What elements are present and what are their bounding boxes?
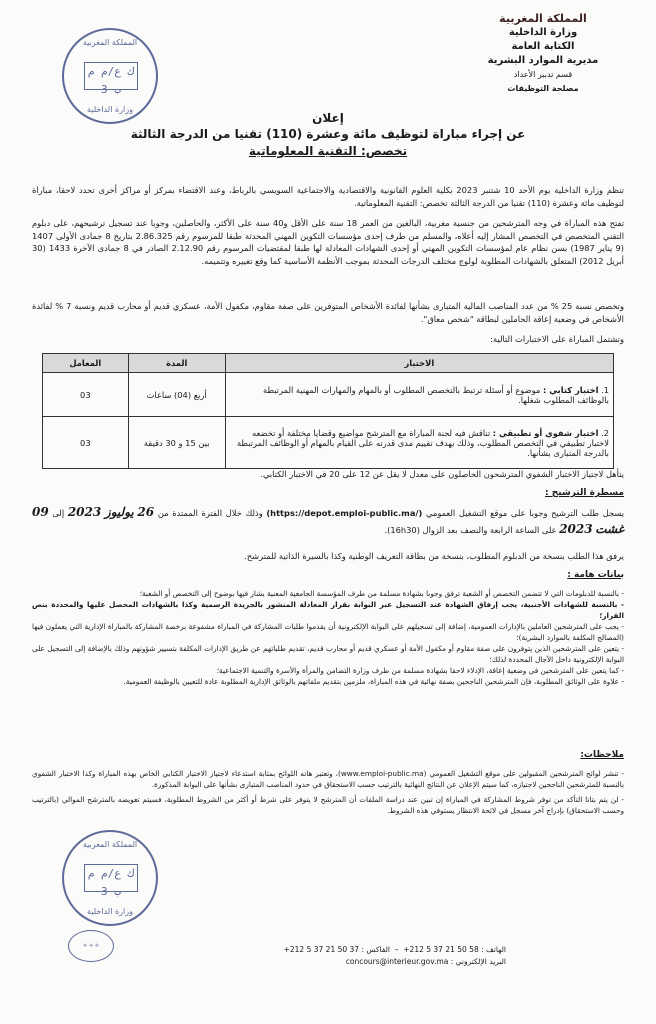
- procedure-heading: مسطرة الترشيح :: [544, 488, 624, 498]
- list-item: - لن يتم بتاتا التأكد من توفر شروط المشاركة في المباراة إن تبين عند دراسة الملفات أن المترشح لا يتوفر على شرط أو أكثر من الشروط المطلوبة، فسيتم تعويضه بالمترشح الموالي (بالترتيب وحسب الاستحقاق) بإدراج آخر مسجل في لائحة الانتظار يستوفي هذه الشروط.: [32, 794, 624, 816]
- directorate-name: مديرية الموارد البشرية: [487, 55, 599, 66]
- list-item: - كما يتعين على المترشحين في وضعية إعاقة، الإدلاء لاحقا بشهادة مسلمة من طرف وزارة التضامن والمرأة والأسرة والتنمية الاجتماعية؛: [32, 665, 624, 676]
- date-from-year: 2023: [67, 505, 102, 519]
- email-label: البريد الإلكتروني :: [450, 957, 506, 966]
- footer-phone-fax: الهاتف : +212 5 37 21 50 58 – الفاكس : +212 5 37 21 50 37: [283, 945, 506, 954]
- procedure-text-3: على الساعة الرابعة والنصف بعد الزوال (16h30).: [384, 525, 557, 535]
- oral-note: يتأهل لاجتياز الاختبار الشفوي المترشحون الحاصلون على معدل لا يقل عن 12 على 20 في الاختبار الكتابي.: [260, 469, 624, 479]
- test-duration: أربع (04) ساعات: [128, 373, 225, 417]
- announcement-title: عن إجراء مباراة لتوظيف مائة وعشرة (110) تقنيا من الدرجة الثالثة: [130, 127, 526, 141]
- test-number: 2.: [601, 427, 609, 438]
- eligibility-paragraph: تفتح هذه المباراة في وجه المترشحين من جنسية مغربية، البالغين من العمر 18 سنة على الأقل و40 سنة على الأكثر، والحاصلين، وجوبا عند تسجيل ترشيحهم، على دبلوم التقني المتخصص في التخصص المشار إليه أعلاه، والمسلم من طرف إحدى مؤسسات التكوين المهني المحدثة طبقا للمرسوم رقم 2.86.325 بتاريخ 8 جمادى الأولى 1407 (9 يناير 1987) بسن نظام عام لمؤسسات التكوين المهني أو إحدى الشهادات المعادلة لها طبقا لمقتضيات المرسوم رقم 2.12.90 الصادر في 8 جمادى الآخرة 1433 (30 أبريل 2012) المتعلق بالشهادات المطلوبة لولوج مختلف الدرجات المحدثة بموجب الأنظمة الأساسية كما وقع تغييره وتتميمه.: [32, 218, 625, 266]
- test-name: اختبار شفوي أو تطبيقي :: [492, 427, 599, 438]
- stamp-arc-top: المملكة المغربية: [82, 840, 138, 849]
- official-stamp-top: [62, 28, 158, 124]
- fax-number: +212 5 37 21 50 37: [283, 945, 360, 954]
- stamp-arc-top: المملكة المغربية: [82, 38, 138, 47]
- header-duration: المدة: [128, 354, 225, 373]
- date-from-month: يوليوز: [104, 505, 134, 519]
- procedure-text-1: يسجل طلب الترشيح وجوبا على موقع التشغيل العمومي: [425, 508, 625, 518]
- procedure-paragraph: [32, 504, 624, 538]
- test-number: 1.: [601, 384, 609, 395]
- table-row: [43, 417, 614, 469]
- notes-list: [32, 768, 624, 816]
- test-duration: بين 15 و 30 دقيقة: [128, 417, 225, 469]
- list-item: - يجب على المترشحين العاملين بالإدارات العمومية، إضافة إلى تسجيلهم على البوابة الإلكترونية أن يقدموا طلبات المشاركة في المباراة مشفوعة برخصة المشاركة بالمباراة الإدارية التي يعملون فيها (المصالح المكلفة بالموارد البشرية)؛: [32, 621, 624, 643]
- quota-paragraph: وتخصص نسبة 25 % من عدد المناصب المالية المتبارى بشأنها لفائدة الأشخاص المتوفرين على صفة مقاوم، مكفول الأمة، عسكري قديم أو محارب قديم ونسبة 7 % لفائدة الأشخاص في وضعية إعاقة الحاملين لبطاقة "شخص معاق".: [32, 301, 625, 324]
- date-to-word: إلى: [52, 508, 65, 518]
- phone-number: +212 5 37 21 50 58: [403, 945, 479, 954]
- important-list: [32, 588, 624, 687]
- footer-email: [126, 956, 506, 968]
- stamp-arc-bottom: وزارة الداخلية: [87, 105, 133, 114]
- portal-url: (https://depot.emploi-public.ma/): [266, 508, 423, 518]
- date-to-year: 2023: [559, 522, 593, 536]
- header-coefficient: المعامل: [43, 354, 129, 373]
- attachments-paragraph: يرفق هذا الطلب بنسخة من الدبلوم المطلوب، بنسخة من بطاقة التعريف الوطنية وكذا بالسيرة الذاتية للمترشح.: [244, 551, 624, 561]
- ministry-name: وزارة الداخلية: [508, 27, 578, 38]
- test-description: تناقش فيه لجنة المباراة مع المترشح مواضيع وقضايا مختلفة أو تخضعه لاختبار تطبيقي في التخصص المطلوب، وذلك بهدف تقييم مدى قدرته على القيام بالمهام أو الوظائف المرتبطة بالدرجة المتبارى بشأنها.: [236, 427, 609, 458]
- header-test: الاختبار: [225, 354, 613, 373]
- list-item: - يتعين على المترشحين الذين يتوفرون على صفة مقاوم أو مكفول الأمة أو عسكري قديم أو محارب قديم، تقديم طلباتهم عن طريق الإدارات المكلفة بتسيير شؤونهم وذلك بالإضافة إلى التسجيل على البوابة الإلكترونية داخل الآجال المحددة لذلك؛: [32, 643, 624, 665]
- email-address[interactable]: concours@interieur.gov.ma: [345, 957, 449, 966]
- kingdom-name: المملكة المغربية: [499, 12, 587, 25]
- secretariat-name: الكتابة العامة: [511, 41, 575, 52]
- service-name: مصلحة التوظيفات: [507, 84, 579, 93]
- specialty-title: تخصص: التقنية المعلوماتية: [248, 144, 408, 158]
- tests-table: [42, 353, 614, 469]
- list-item: - تنشر لوائح المترشحين المقبولين على موقع التشغيل العمومي (www.emploi-public.ma)، وتعتبر هاته اللوائح بمثابة استدعاء لاجتياز الاختبار الكتابي الخاص بهذه المباراة وكذا الاختبار الشفوي بالنسبة للمترشحين الناجحين لاجتيازه، كما سيتم الإعلان عن النتائج النهائية بالترتيب حسب الاستحقاق في حدود المناصب المتبارى بشأنها على البوابة المذكورة.: [32, 768, 624, 790]
- date-from-day: 26: [137, 505, 155, 519]
- letterhead: [458, 12, 628, 96]
- announcement-label: إعلان: [312, 111, 344, 125]
- test-cell: [225, 417, 613, 469]
- date-to-day: 09: [32, 505, 49, 519]
- table-row: [43, 373, 614, 417]
- division-name: قسم تدبير الأعداد: [513, 70, 573, 79]
- test-coefficient: 03: [43, 373, 129, 417]
- list-item: - بالنسبة للشهادات الأجنبية، يجب إرفاق الشهادة عند التسجيل عبر البوابة بقرار المعادلة المنشور بالجريدة الرسمية وكذا بالشهادات المحصل عليها والمحددة بنص القرار؛: [32, 599, 624, 621]
- official-stamp-bottom: [62, 830, 158, 926]
- stamp-arc-bottom: وزارة الداخلية: [87, 907, 133, 916]
- notes-heading: ملاحظات:: [580, 750, 624, 760]
- tests-intro: وتشتمل المباراة على الاختبارات التالية:: [490, 334, 624, 344]
- fax-label: الفاكس :: [361, 945, 390, 954]
- procedure-text-2: وذلك خلال الفترة الممتدة من: [157, 508, 263, 518]
- footer-contacts: [126, 944, 506, 968]
- test-cell: [225, 373, 613, 417]
- date-to-month: غشت: [595, 522, 624, 536]
- stamp-code: ك ع/م م ب 3: [84, 62, 138, 90]
- list-item: - بالنسبة للدبلومات التي لا تتضمن التخصص أو الشعبة ترفق وجوبا بشهادة مسلمة من طرف المؤسسة الجامعية المعنية يشار فيها بوضوح إلى التخصص أو الشعبة؛: [32, 588, 624, 599]
- test-coefficient: 03: [43, 417, 129, 469]
- important-heading: بيانات هامة :: [567, 570, 624, 580]
- stamp-code: ك ع/م م ب 3: [84, 864, 138, 892]
- phone-label: الهاتف :: [481, 945, 506, 954]
- test-name: اختبار كتابي :: [543, 384, 599, 395]
- signature-stamp: ⟡ ⟡ ⟡: [68, 930, 114, 962]
- intro-paragraph: تنظم وزارة الداخلية يوم الأحد 10 شتنبر 2023 بكلية العلوم القانونية والاقتصادية والاجتماعية السويسي بالرباط، وعند الاقتضاء بمركز أو مراكز أخرى تحدد لاحقا، مباراة لتوظيف مائة وعشرة (110) تقنيا من الدرجة الثالثة تخصص: التقنية المعلوماتية.: [32, 185, 624, 208]
- list-item: - علاوة على الوثائق المطلوبة، فإن المترشحين الناجحين بصفة نهائية في هذه المباراة، ملزمين بتقديم ملفاتهم بالوثائق الإدارية المطلوبة عادة للتعيين بالوظيفة العمومية.: [32, 676, 624, 687]
- table-header-row: [43, 354, 614, 373]
- test-description: موضوع أو أسئلة ترتبط بالتخصص المطلوب أو بالمهام والمهارات المهنية المرتبطة بالوظائف المطلوب شغلها.: [263, 384, 609, 405]
